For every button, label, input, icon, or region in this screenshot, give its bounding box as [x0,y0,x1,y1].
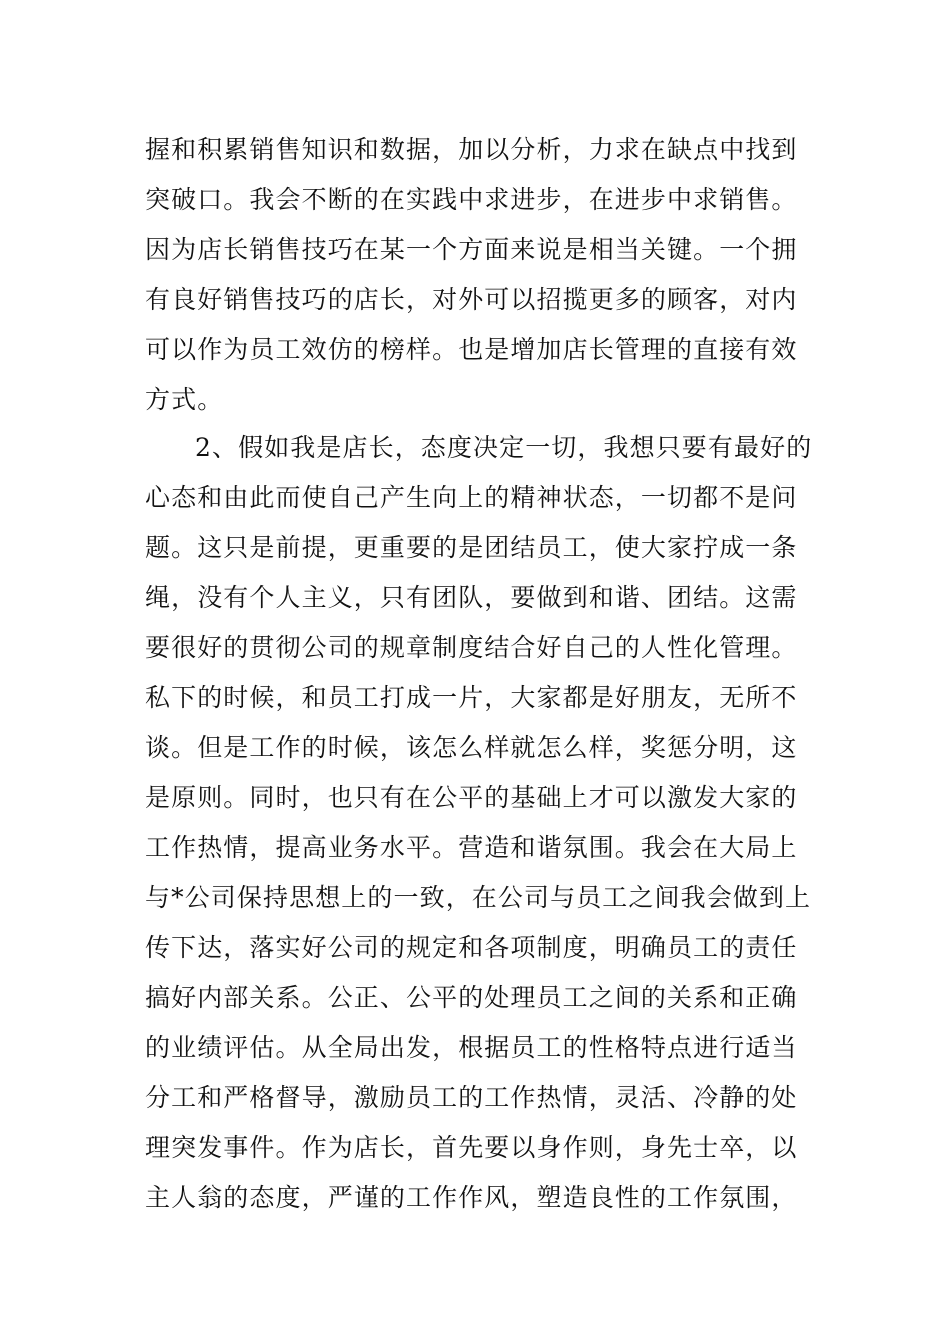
text-line: 有良好销售技巧的店长，对外可以招揽更多的顾客，对内 [145,285,798,314]
text-line: 搞好内部关系。公正、公平的处理员工之间的关系和正确 [145,983,798,1012]
text-line: 分工和严格督导，激励员工的工作热情，灵活、冷静的处 [145,1083,798,1112]
paragraph-first-line: 2、假如我是店长，态度决定一切，我想只要有最好的 [195,433,813,462]
text-line: 私下的时候，和员工打成一片，大家都是好朋友，无所不 [145,683,798,712]
text-line: 与*公司保持思想上的一致，在公司与员工之间我会做到上 [145,883,812,912]
text-line: 理突发事件。作为店长，首先要以身作则，身先士卒，以 [145,1133,798,1162]
text-line: 绳，没有个人主义，只有团队，要做到和谐、团结。这需 [145,583,798,612]
text-line: 方式。 [145,385,224,414]
text-line: 主人翁的态度，严谨的工作作风，塑造良性的工作氛围， [145,1183,798,1212]
text-line: 题。这只是前提，更重要的是团结员工，使大家拧成一条 [145,533,798,562]
text-line: 谈。但是工作的时候，该怎么样就怎么样，奖惩分明，这 [145,733,798,762]
text-line: 心态和由此而使自己产生向上的精神状态，一切都不是问 [145,483,798,512]
text-line: 要很好的贯彻公司的规章制度结合好自己的人性化管理。 [145,633,798,662]
text-line: 是原则。同时，也只有在公平的基础上才可以激发大家的 [145,783,798,812]
text-line: 握和积累销售知识和数据，加以分析，力求在缺点中找到 [145,135,798,164]
text-line: 可以作为员工效仿的榜样。也是增加店长管理的直接有效 [145,335,798,364]
text-line: 工作热情，提高业务水平。营造和谐氛围。我会在大局上 [145,833,798,862]
text-line: 的业绩评估。从全局出发，根据员工的性格特点进行适当 [145,1033,798,1062]
text-line: 传下达，落实好公司的规定和各项制度，明确员工的责任 [145,933,798,962]
text-line: 突破口。我会不断的在实践中求进步，在进步中求销售。 [145,185,798,214]
text-line: 因为店长销售技巧在某一个方面来说是相当关键。一个拥 [145,235,798,264]
